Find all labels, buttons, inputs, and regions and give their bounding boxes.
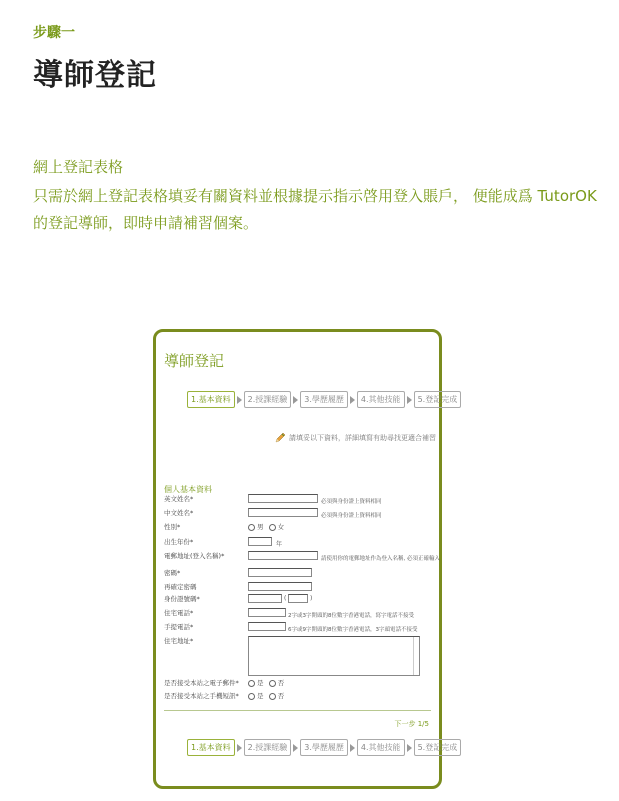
step-tab-experience[interactable]: 2.授課經驗 <box>244 739 292 756</box>
home-phone-input[interactable] <box>248 608 286 617</box>
accept-email-options <box>248 678 284 687</box>
intro-text: 只需於網上登記表格填妥有關資料並根據提示指示啓用登入賬戶， 便能成爲 TutorOK 的登記導師，即時申請補習個案。 <box>33 187 597 232</box>
gender-label: 性別* <box>164 523 181 531</box>
id-close-paren: ) <box>310 595 313 602</box>
page-title: 導師登記 <box>33 58 157 93</box>
email-note: 請使用你的電郵地址作為登入名稱, 必須正確輸入 <box>321 556 440 562</box>
step-tab-skills[interactable]: 4.其他技能 <box>357 739 405 756</box>
accept-sms-no-label: 否 <box>277 692 285 700</box>
home-phone-label: 住宅電話* <box>164 609 194 617</box>
step-arrow-icon <box>293 744 298 752</box>
home-phone-note: 2字或3字開頭的8位數字香港電話，寫字電話不接受 <box>288 613 414 619</box>
confirm-password-label: 再確定密碼 <box>164 583 197 591</box>
chinese-name-label: 中文姓名* <box>164 509 194 517</box>
english-name-note: 必須與身份證上資料相同 <box>321 499 382 505</box>
mobile-phone-label: 手提電話* <box>164 623 194 631</box>
accept-email-label: 是否接受本站之電子郵件* <box>164 679 239 687</box>
step-tab-education[interactable]: 3.學歷履歷 <box>300 739 348 756</box>
chinese-name-note: 必須與身份證上資料相同 <box>321 513 382 519</box>
gender-male-radio[interactable] <box>248 524 255 531</box>
step-arrow-icon <box>350 396 355 404</box>
step-arrow-icon <box>407 744 412 752</box>
accept-email-yes-radio[interactable] <box>248 680 255 687</box>
accept-sms-label: 是否接受本站之手機短訊* <box>164 692 239 700</box>
form-divider <box>164 710 431 711</box>
step-nav-bottom <box>187 739 461 756</box>
birth-year-input[interactable] <box>248 537 272 546</box>
step-nav-top <box>187 391 461 408</box>
step-arrow-icon <box>237 396 242 404</box>
birth-year-label: 出生年份* <box>164 538 194 546</box>
registration-form-card <box>153 329 458 789</box>
accept-sms-yes-radio[interactable] <box>248 693 255 700</box>
step-arrow-icon <box>293 396 298 404</box>
step-label: 步驟一 <box>33 25 75 41</box>
mobile-phone-input[interactable] <box>248 622 286 631</box>
step-tab-complete[interactable]: 5.登記完成 <box>414 739 462 756</box>
form-hint-text: 請填妥以下資料，詳細填寫有助尋找更適合補習 <box>289 434 436 442</box>
step-tab-basic[interactable]: 1.基本資料 <box>187 391 235 408</box>
accept-sms-options <box>248 691 284 700</box>
step-tab-skills[interactable]: 4.其他技能 <box>357 391 405 408</box>
address-label: 住宅地址* <box>164 637 194 645</box>
english-name-label: 英文姓名* <box>164 495 194 503</box>
email-input[interactable] <box>248 551 318 560</box>
gender-male-label: 男 <box>257 523 264 531</box>
email-label: 電郵地址(登入名稱)* <box>164 552 225 560</box>
chinese-name-input[interactable] <box>248 508 318 517</box>
mobile-phone-note: 6字或9字開頭的8位數字香港電話，3字頭電話不接受 <box>288 627 418 633</box>
step-arrow-icon <box>350 744 355 752</box>
next-step-link[interactable]: 下一步 1/5 <box>394 720 429 728</box>
accept-email-no-label: 否 <box>277 679 285 687</box>
english-name-input[interactable] <box>248 494 318 503</box>
step-arrow-icon <box>237 744 242 752</box>
gender-female-radio[interactable] <box>269 524 276 531</box>
birth-year-unit: 年 <box>276 541 283 548</box>
password-input[interactable] <box>248 568 312 577</box>
gender-female-label: 女 <box>277 523 285 531</box>
id-open-paren: ( <box>284 595 287 602</box>
accept-email-no-radio[interactable] <box>269 680 276 687</box>
pencil-icon <box>274 432 286 444</box>
confirm-password-input[interactable] <box>248 582 312 591</box>
step-tab-basic[interactable]: 1.基本資料 <box>187 739 235 756</box>
password-label: 密碼* <box>164 569 181 577</box>
accept-sms-no-radio[interactable] <box>269 693 276 700</box>
id-number-input[interactable] <box>248 594 282 603</box>
accept-email-yes-label: 是 <box>257 679 264 687</box>
section-title: 個人基本資料 <box>164 485 212 494</box>
form-hint <box>274 432 436 444</box>
id-number-label: 身份證號碼* <box>164 595 200 603</box>
id-check-digit-input[interactable] <box>288 594 308 603</box>
address-textarea[interactable] <box>248 636 420 676</box>
gender-options <box>248 522 284 531</box>
step-tab-experience[interactable]: 2.授課經驗 <box>244 391 292 408</box>
accept-sms-yes-label: 是 <box>257 692 264 700</box>
intro-heading: 網上登記表格 <box>33 158 124 176</box>
address-scrollbar[interactable] <box>413 637 419 675</box>
step-arrow-icon <box>407 396 412 404</box>
step-tab-complete[interactable]: 5.登記完成 <box>414 391 462 408</box>
form-title: 導師登記 <box>164 352 225 370</box>
step-tab-education[interactable]: 3.學歷履歷 <box>300 391 348 408</box>
